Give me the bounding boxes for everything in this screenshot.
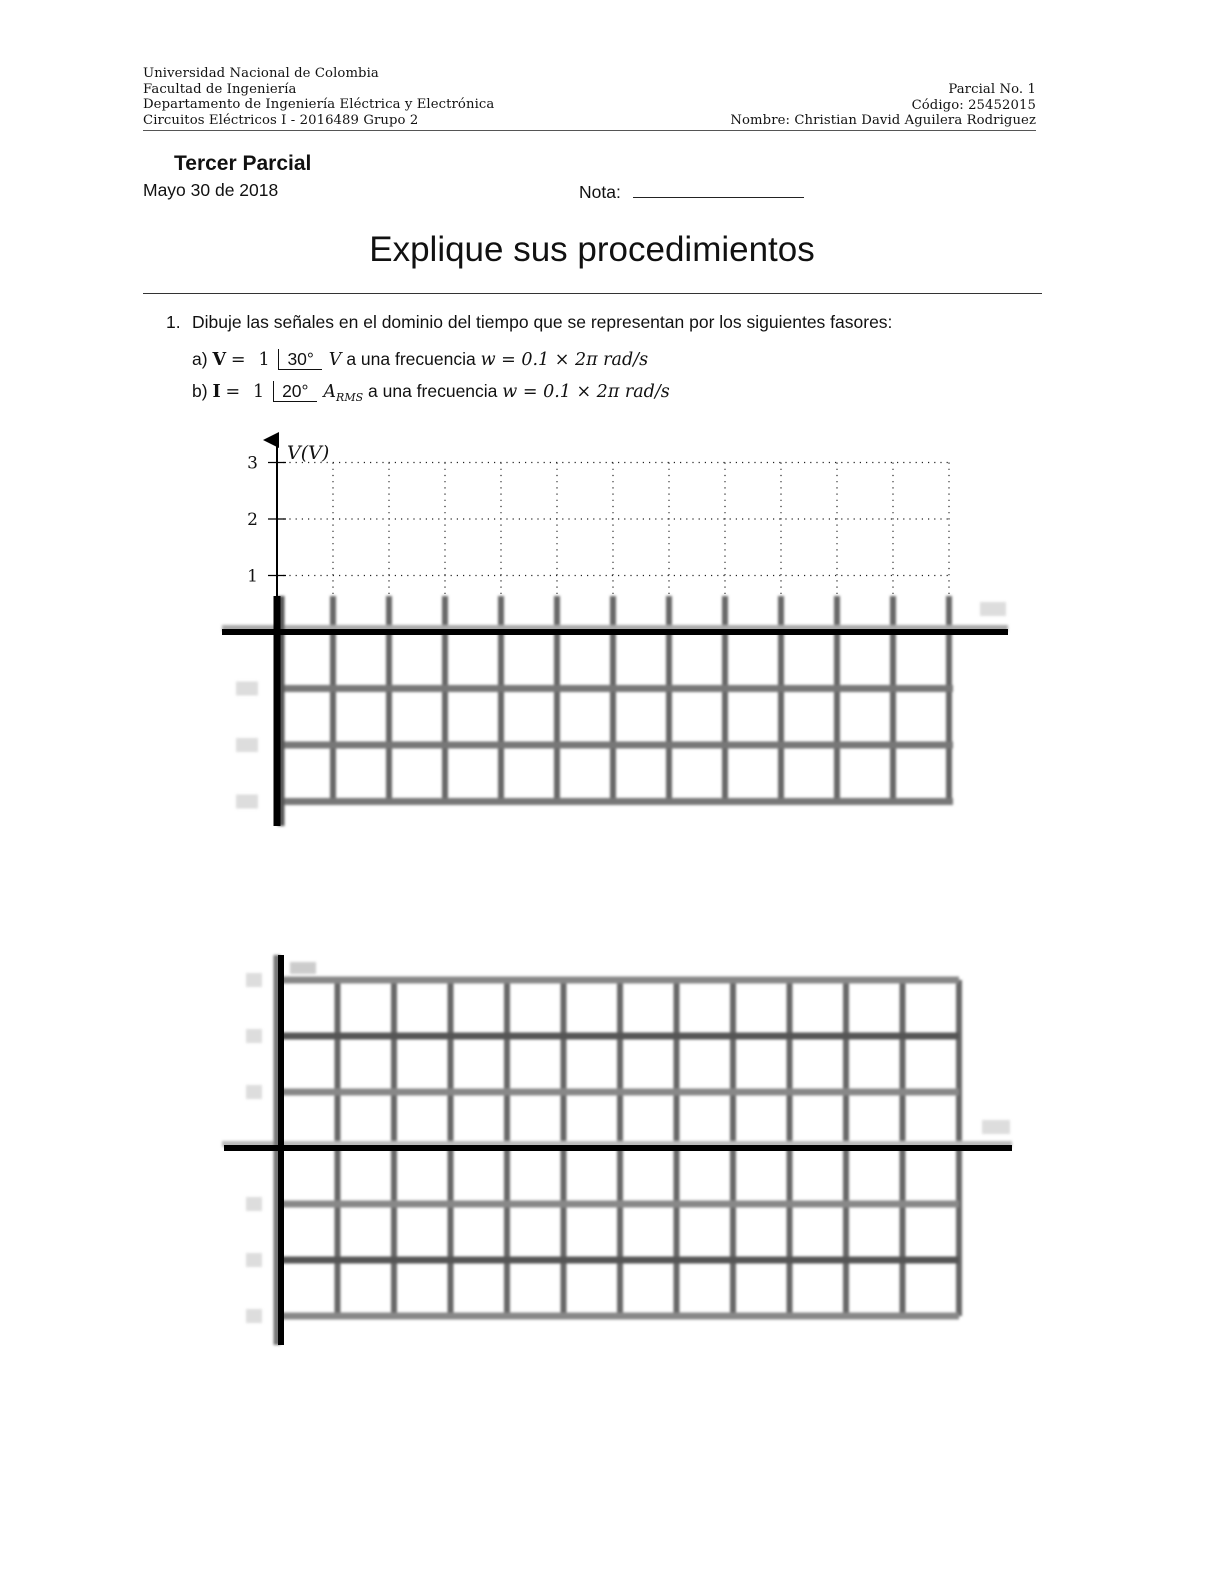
- y-tick-label-blurred: [246, 1253, 262, 1267]
- y-tick-label-blurred: [246, 973, 262, 987]
- student-name: Nombre: Christian David Aguilera Rodriguez: [730, 113, 1036, 128]
- phasor-angle: 20°: [273, 381, 316, 402]
- y-tick-label-blurred: [246, 1085, 262, 1099]
- university-name: Universidad Nacional de Colombia: [143, 66, 379, 81]
- student-code: Código: 25452015: [911, 97, 1036, 113]
- department-name: Departamento de Ingeniería Eléctrica y Electrónica: [143, 97, 495, 112]
- x-axis-label-blurred: [980, 602, 1006, 616]
- phasor-angle: 30°: [278, 349, 321, 370]
- y-axis-label: V(V): [287, 442, 330, 464]
- x-axis-label-blurred: [982, 1120, 1010, 1134]
- y-tick-label-blurred: [246, 1197, 262, 1211]
- frequency-expression: w = 0.1 × 2π rad/s: [480, 350, 649, 370]
- grade-label: Nota:: [579, 182, 621, 202]
- question-text: Dibuje las señales en el dominio del tiempo que se representan por los siguientes fasores:: [192, 312, 893, 332]
- frequency-expression: w = 0.1 × 2π rad/s: [502, 382, 670, 402]
- phasor-magnitude: 1: [253, 382, 265, 402]
- exam-date: Mayo 30 de 2018: [143, 180, 279, 200]
- equals-sign: =: [225, 382, 241, 402]
- y-tick-label-blurred: [236, 795, 258, 809]
- y-tick-label-blurred: [236, 682, 258, 696]
- voltage-graph[interactable]: [222, 440, 1008, 826]
- phasor-symbol: V: [212, 350, 227, 370]
- exam-title: Tercer Parcial: [174, 152, 312, 175]
- y-tick-label: 2: [247, 510, 258, 530]
- y-axis-label-blurred: [290, 962, 316, 974]
- exam-number: Parcial No. 1: [948, 82, 1036, 97]
- equals-sign: =: [230, 350, 246, 370]
- frequency-text: a una frecuencia: [368, 381, 498, 401]
- course-name: Circuitos Eléctricos I - 2016489 Grupo 2: [143, 112, 419, 128]
- part-label: a): [192, 349, 208, 369]
- faculty-name: Facultad de Ingeniería: [143, 81, 297, 97]
- frequency-text: a una frecuencia: [346, 349, 476, 369]
- main-heading: Explique sus procedimientos: [369, 230, 815, 269]
- y-tick-label: 3: [247, 453, 258, 474]
- phasor-magnitude: 1: [258, 350, 270, 370]
- phasor-unit: V: [328, 350, 342, 370]
- phasor-symbol: I: [212, 382, 221, 402]
- part-label: b): [192, 381, 208, 401]
- current-graph[interactable]: [222, 955, 1012, 1345]
- y-tick-label-blurred: [236, 738, 258, 752]
- y-tick-label-blurred: [246, 1309, 262, 1323]
- y-tick-label-blurred: [246, 1029, 262, 1043]
- y-tick-label: 1: [247, 566, 258, 587]
- phasor-unit: $A_{RMS}$: [323, 382, 364, 404]
- question-number: 1.: [166, 312, 181, 332]
